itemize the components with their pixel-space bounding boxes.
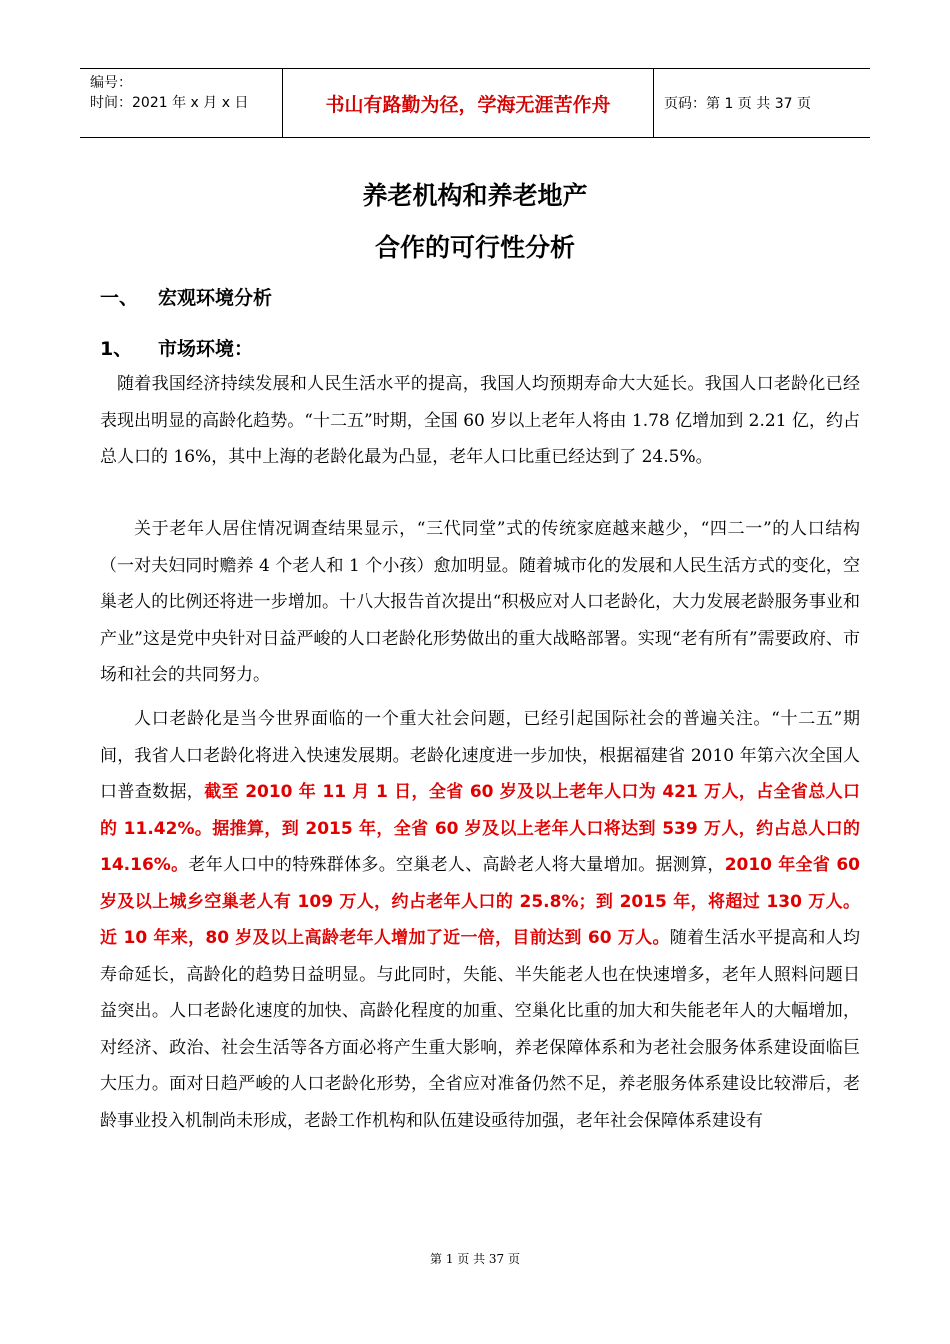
- section-heading-1: [100, 283, 272, 310]
- subsection-title: 市场环境：: [158, 338, 254, 360]
- document-title-line1: 养老机构和养老地产: [362, 181, 588, 210]
- paragraph-1: [100, 366, 860, 476]
- paragraph-1-text: 随着我国经济持续发展和人民生活水平的提高，我国人均预期寿命大大延长。我国人口老龄化已经表现出明显的高龄化趋势。“十二五”时期，全国 60 岁以上老年人将由 1.78 亿增加到 2.21 亿，约占总人口的 16%，其中上海的老龄化最为凸显，老年人口比重已经达到了 24.5%。: [100, 374, 860, 467]
- page-footer: 第 1 页 共 37 页: [430, 1252, 520, 1266]
- paragraph-2-text: 关于老年人居住情况调查结果显示，“三代同堂”式的传统家庭越来越少，“四二一”的人口结构（一对夫妇同时赡养 4 个老人和 1 个小孩）愈加明显。随着城市化的发展和人民生活方式的变化，空巢老人的比例还将进一步增加。十八大报告首次提出“积极应对人口老龄化，大力发展老龄服务事业和产业”这是党中央针对日益严峻的人口老龄化形势做出的重大战略部署。实现“老有所有”需要政府、市场和社会的共同努力。: [100, 519, 860, 685]
- paragraph-3-part3: 随着生活水平提高和人均寿命延长，高龄化的趋势日益明显。与此同时，失能、半失能老人也在快速增多，老年人照料问题日益突出。人口老龄化速度的加快、高龄化程度的加重、空巢化比重的加大和失能老年人的大幅增加，对经济、政治、社会生活等各方面必将产生重大影响，养老保障体系和为老社会服务体系建设面临巨大压力。面对日趋严峻的人口老龄化形势，全省应对准备仍然不足，养老服务体系建设比较滞后，老龄事业投入机制尚未形成，老龄工作机构和队伍建设亟待加强，老年社会保障体系建设有: [100, 928, 860, 1131]
- number-label: 编号：: [90, 75, 132, 91]
- section-title: 宏观环境分析: [158, 287, 273, 309]
- header-page-info: 页码：第 1 页 共 37 页: [664, 96, 811, 112]
- section-number: 一、: [100, 287, 139, 309]
- paragraph-3: [100, 701, 860, 1139]
- paragraph-2: [100, 511, 860, 694]
- subsection-heading-1: [100, 334, 253, 361]
- date-label: 时间：2021 年 x 月 x 日: [90, 95, 249, 111]
- document-title-line2: 合作的可行性分析: [374, 233, 575, 262]
- subsection-number: 1、: [100, 338, 133, 360]
- highlight-stat-2: 2010 年全省 60 岁及以上城乡空巢老人有 109 万人，约占老年人口的 25.8%；到 2015 年，将超过 130 万人。近 10 年来，80 岁及以上高龄老年人增加了近一倍，目前达到 60 万人。: [100, 855, 860, 948]
- document-header: [80, 68, 870, 138]
- header-motto: 书山有路勤为径，学海无涯苦作舟: [282, 69, 654, 137]
- header-meta: [80, 69, 282, 137]
- paragraph-3-part1: 人口老龄化是当今世界面临的一个重大社会问题，已经引起国际社会的普遍关注。“十二五”期间，我省人口老龄化将进入快速发展期。老龄化速度进一步加快，根据福建省 2010 年第六次全国人口普查数据，: [100, 709, 860, 802]
- highlight-stat-1: 截至 2010 年 11 月 1 日，全省 60 岁及以上老年人口为 421 万人，占全省总人口的 11.42%。据推算，到 2015 年，全省 60 岁及以上老年人口将达到 539 万人，约占总人口的 14.16%。: [100, 782, 860, 875]
- paragraph-3-part2: 老年人口中的特殊群体多。空巢老人、高龄老人将大量增加。据测算，: [188, 855, 725, 875]
- paragraph-3-text: [100, 701, 860, 1139]
